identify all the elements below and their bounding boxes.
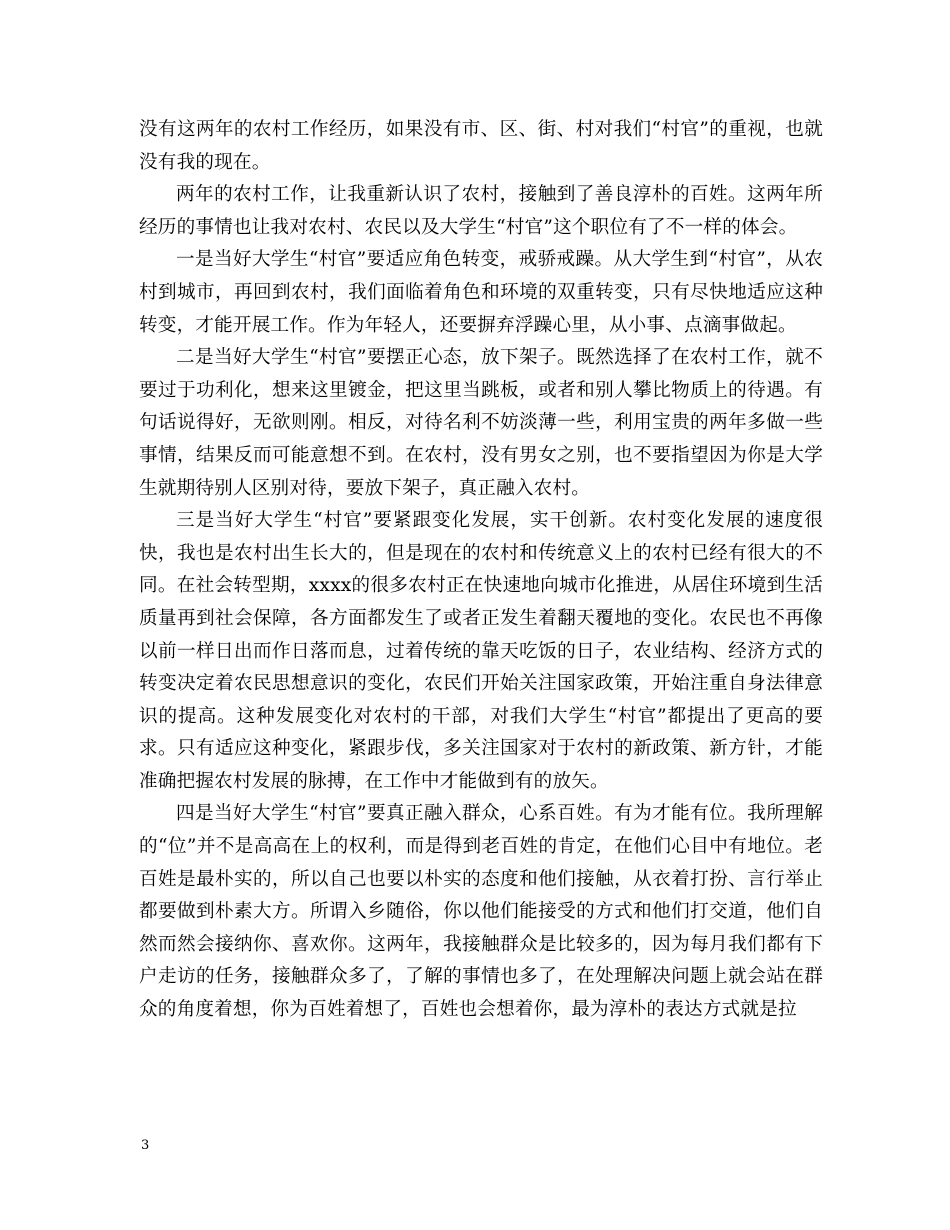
paragraph-5: 三是当好大学生“村官”要紧跟变化发展，实干创新。农村变化发展的速度很快，我也是农村出生长大的，但是现在的农村和传统意义上的农村已经有很大的不同。在社会转型期，xxxx的很多农村正在快速地向城市化推进，从居住环境到生活质量再到社会保障，各方面都发生了或者正发生着翻天覆地的变化。农民也不再像以前一样日出而作日落而息，过着传统的靠天吃饭的日子，农业结构、经济方式的转变决定着农民思想意识的变化，农民们开始关注国家政策，开始注重自身法律意识的提高。这种发展变化对农村的干部，对我们大学生“村官”都提出了更高的要求。只有适应这种变化，紧跟步伐，多关注国家对于农村的新政策、新方针，才能准确把握农村发展的脉搏，在工作中才能做到有的放矢。 bbox=[139, 510, 823, 792]
page-number: 3 bbox=[141, 1138, 150, 1153]
body-text bbox=[139, 114, 823, 1027]
paragraph-3: 一是当好大学生“村官”要适应角色转变，戒骄戒躁。从大学生到“村官”，从农村到城市，再回到农村，我们面临着角色和环境的双重转变，只有尽快地适应这种转变，才能开展工作。作为年轻人，还要摒弃浮躁心里，从小事、点滴事做起。 bbox=[139, 249, 823, 336]
paragraph-4: 二是当好大学生“村官”要摆正心态，放下架子。既然选择了在农村工作，就不要过于功利化，想来这里镀金，把这里当跳板，或者和别人攀比物质上的待遇。有句话说得好，无欲则刚。相反，对待名利不妨淡薄一些，利用宝贵的两年多做一些事情，结果反而可能意想不到。在农村，没有男女之别，也不要指望因为你是大学生就期待别人区别对待，要放下架子，真正融入农村。 bbox=[139, 347, 823, 499]
paragraph-2: 两年的农村工作，让我重新认识了农村，接触到了善良淳朴的百姓。这两年所经历的事情也让我对农村、农民以及大学生“村官”这个职位有了不一样的体会。 bbox=[139, 184, 823, 238]
paragraph-6: 四是当好大学生“村官”要真正融入群众，心系百姓。有为才能有位。我所理解的“位”并不是高高在上的权利，而是得到老百姓的肯定，在他们心目中有地位。老百姓是最朴实的，所以自己也要以朴实的态度和他们接触，从衣着打扮、言行举止都要做到朴素大方。所谓入乡随俗，你以他们能接受的方式和他们打交道，他们自然而然会接纳你、喜欢你。这两年，我接触群众是比较多的，因为每月我们都有下户走访的任务，接触群众多了，了解的事情也多了，在处理解决问题上就会站在群众的角度着想，你为百姓着想了，百姓也会想着你，最为淳朴的表达方式就是拉 bbox=[139, 803, 823, 1021]
paragraph-1: 没有这两年的农村工作经历，如果没有市、区、街、村对我们“村官”的重视，也就没有我的现在。 bbox=[139, 119, 823, 173]
